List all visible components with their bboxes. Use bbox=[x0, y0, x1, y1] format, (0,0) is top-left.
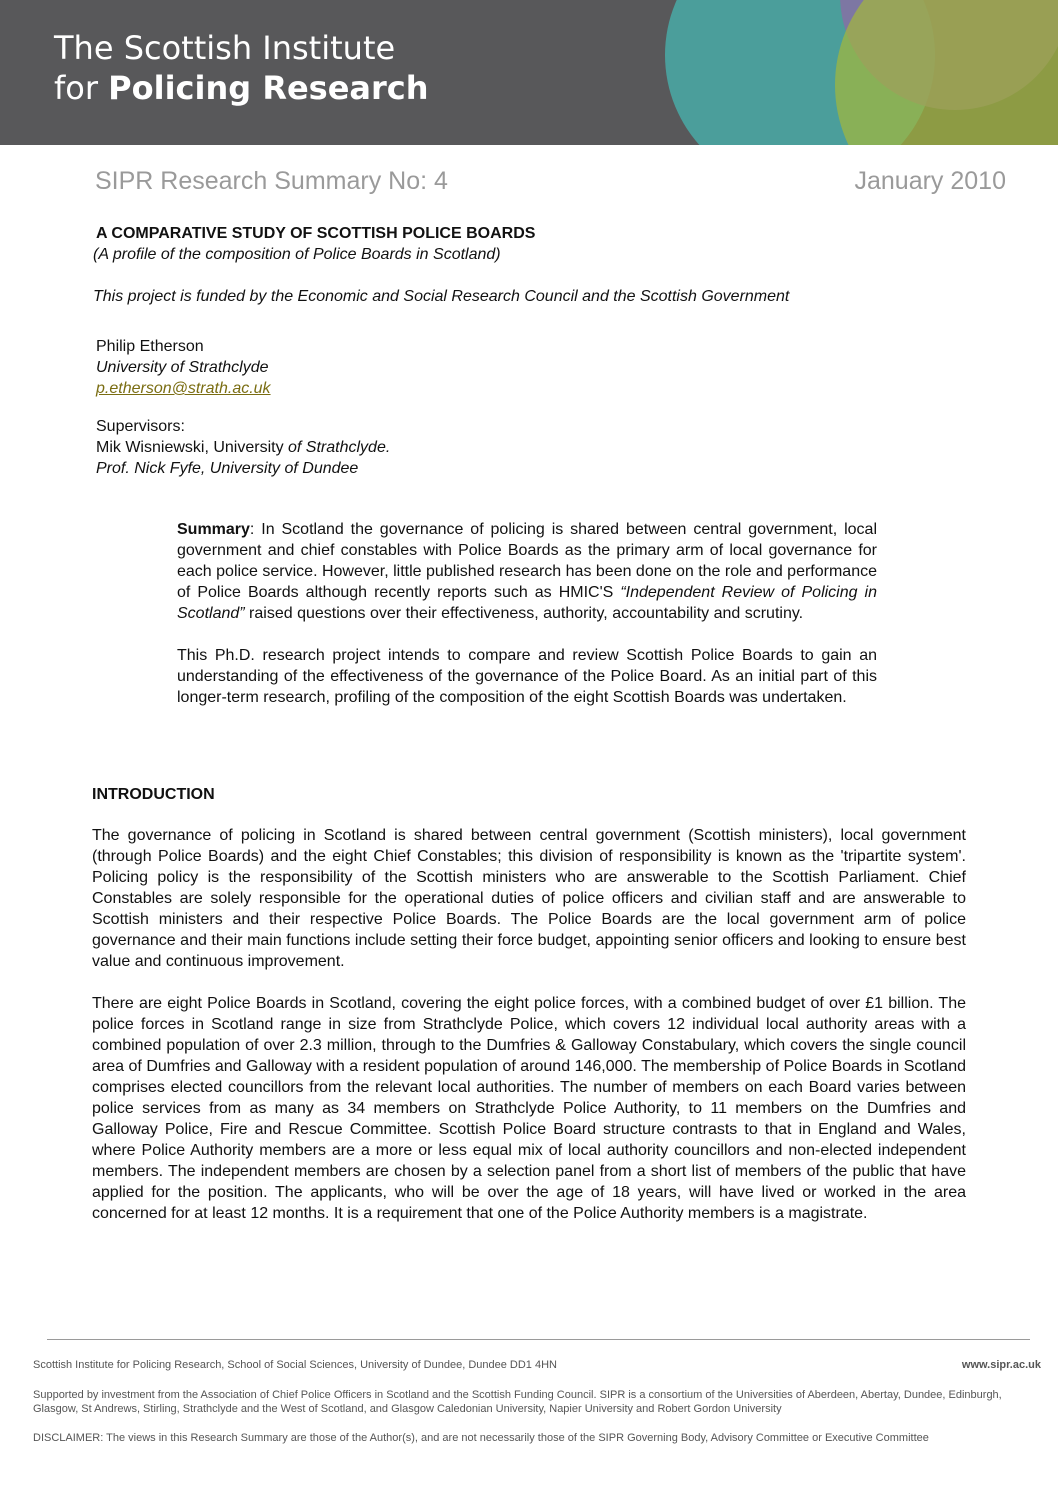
funding-statement: This project is funded by the Economic and Social Research Council and the Scottish Government bbox=[93, 288, 790, 305]
logo-line-2-prefix: for bbox=[54, 69, 109, 107]
supervisor-1-affiliation: of Strathclyde. bbox=[288, 439, 391, 456]
footer-disclaimer: DISCLAIMER: The views in this Research Summary are those of the Author(s), and are not necessarily those of the SIPR Governing Body, Advisory Committee or Executive Committee bbox=[33, 1432, 929, 1444]
summary-p1-text: : In Scotland the governance of policing is shared between central government, local government and chief constables with Police Boards as the primary arm of local governance for each police service. However, little published research has been done on the role and performance of Police Boards although recently reports such as HMIC'S bbox=[177, 521, 877, 601]
summary-section bbox=[177, 519, 877, 729]
green-circle bbox=[835, 0, 1058, 145]
document-title: A COMPARATIVE STUDY OF SCOTTISH POLICE BOARDS bbox=[96, 225, 536, 242]
summary-paragraph-1 bbox=[177, 519, 877, 624]
footer-website-link[interactable]: www.sipr.ac.uk bbox=[961, 1359, 1041, 1371]
footer-support: Supported by investment from the Association of Chief Police Officers in Scotland and the Scottish Funding Council. SIPR is a consortium of the Universities of Aberdeen, Abertay, Dundee, Edinburgh, Glasgow, St Andrews, Stirling, Strathclyde and the West of Scotland, and Glasgow Caledonian University, Napier University and Robert Gordon University bbox=[33, 1389, 1002, 1415]
summary-paragraph-2: This Ph.D. research project intends to compare and review Scottish Police Boards to gain an understanding of the effectiveness of the governance of the Police Board. As an initial part of this longer-term research, profiling of the composition of the eight Scottish Boards was undertaken. bbox=[177, 647, 877, 706]
author-name: Philip Etherson bbox=[96, 338, 204, 355]
author-affiliation: University of Strathclyde bbox=[96, 359, 269, 376]
supervisors-block bbox=[96, 416, 390, 479]
footer-address-row bbox=[33, 1358, 1041, 1372]
author-email-link[interactable]: p.etherson@strath.ac.uk bbox=[96, 380, 271, 397]
document-subtitle: (A profile of the composition of Police Boards in Scotland) bbox=[93, 246, 501, 263]
introduction-paragraph-2: There are eight Police Boards in Scotland, covering the eight police forces, with a combined budget of over £1 billion. The police forces in Scotland range in size from Strathclyde Police, which covers 12 individual local authority areas with a combined population of over 2.3 million, through to the Dumfries & Galloway Constabulary, which covers the single council area of Dumfries and Galloway with a resident population of around 146,000. The membership of Police Boards in Scotland comprises elected councillors from the relevant local authorities. The number of members on each Board varies between police services from as many as 34 members on Strathclyde Police Authority, to 11 members on the Dumfries and Galloway Police, Fire and Rescue Committee. Scottish Police Board structure contrasts to that in England and Wales, where Police Authority members are a more or less equal mix of local authority councillors and non-elected independent members. The independent members are chosen by a selection panel from a short list of members of the public that have applied for the position. The applicants, who will be over the age of 18 years, will have lived or worked in the area concerned for at least 12 months. It is a requirement that one of the Police Authority members is a magistrate. bbox=[92, 995, 966, 1222]
summary-p1-report-title: “Independent Review of Policing in Scotland” bbox=[177, 584, 878, 622]
introduction-paragraph-1: The governance of policing in Scotland is shared between central government (Scottish ministers), local government (through Police Boards) and the eight Chief Constables; this division of responsibility is known as the 'tripartite system'. Policing policy is the responsibility of the Scottish ministers who are answerable to the Scottish Parliament. Chief Constables are solely responsible for the operational duties of police officers and civilian staff and are answerable to Scottish ministers and their respective Police Boards. The Police Boards are the local government arm of police governance and their main functions include setting their force budget, appointing senior officers and looking to ensure best value and continuous improvement. bbox=[92, 827, 966, 970]
author-block bbox=[96, 336, 271, 399]
supervisor-2: Prof. Nick Fyfe, University of Dundee bbox=[96, 460, 359, 477]
logo-line-1: The Scottish Institute bbox=[54, 29, 396, 67]
research-summary-number: SIPR Research Summary No: 4 bbox=[95, 167, 448, 195]
footer-address: Scottish Institute for Policing Research, School of Social Sciences, University of Dundee, Dundee DD1 4HN bbox=[33, 1359, 557, 1371]
supervisor-1 bbox=[96, 437, 390, 458]
header-banner bbox=[0, 0, 1058, 145]
introduction-heading: INTRODUCTION bbox=[92, 786, 215, 803]
logo-line-2-bold: Policing Research bbox=[108, 69, 429, 107]
summary-p1-text-end: raised questions over their effectiveness, authority, accountability and scrutiny. bbox=[244, 605, 804, 622]
introduction-body bbox=[92, 825, 966, 1245]
supervisor-1-name: Mik Wisniewski, University bbox=[96, 439, 289, 456]
summary-label: Summary bbox=[177, 521, 250, 538]
institute-logo bbox=[54, 28, 429, 108]
supervisors-label: Supervisors: bbox=[96, 418, 185, 435]
footer-divider bbox=[47, 1339, 1030, 1340]
publication-date: January 2010 bbox=[854, 167, 1006, 195]
